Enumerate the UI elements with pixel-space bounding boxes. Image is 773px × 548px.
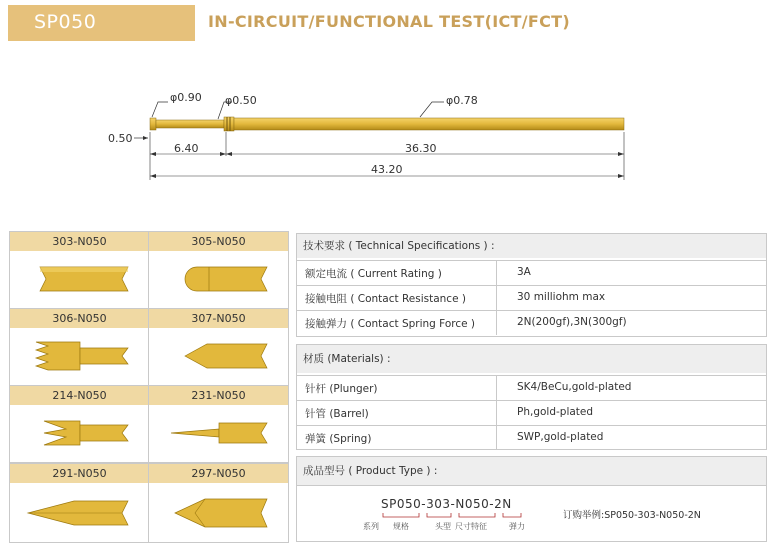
label-spring: 弹力 <box>509 522 525 531</box>
dim-tip-len: 0.50 <box>108 132 133 145</box>
tip-card-305 <box>148 231 289 309</box>
code-series: SP050 <box>381 497 422 511</box>
material-row <box>297 425 766 450</box>
code-spring: 2N <box>494 497 512 511</box>
spec-value: 30 milliohm max <box>517 291 606 303</box>
barrel-crimp <box>224 117 234 131</box>
spec-key: 额定电流 ( Current Rating ) <box>305 268 442 280</box>
tip-214-icon <box>10 405 149 462</box>
order-example: 订购举例:SP050-303-N050-2N <box>563 510 701 521</box>
tip-307-icon <box>149 328 288 385</box>
plunger-shaft <box>156 120 224 128</box>
material-value: Ph,gold-plated <box>517 406 594 418</box>
label-head: 头型 <box>435 522 451 531</box>
product-type-heading: 成品型号 ( Product Type ) : <box>297 457 766 485</box>
tip-card-231 <box>148 385 289 463</box>
tip-card-291 <box>9 463 150 543</box>
tech-specs-heading: 技术要求 ( Technical Specifications ) : <box>297 234 766 258</box>
label-series: 系列 <box>363 522 379 531</box>
tip-code: 306-N050 <box>10 309 149 328</box>
material-row <box>297 400 766 425</box>
tip-code: 291-N050 <box>10 464 149 483</box>
spec-row <box>297 260 766 285</box>
tip-303-icon <box>10 251 149 308</box>
tip-297-icon <box>149 483 288 542</box>
tip-code: 297-N050 <box>149 464 288 483</box>
tip-code: 231-N050 <box>149 386 288 405</box>
material-key: 针管 (Barrel) <box>305 408 369 420</box>
tip-card-297 <box>148 463 289 543</box>
spec-key: 接触弹力 ( Contact Spring Force ) <box>305 318 476 330</box>
tip-231-icon <box>149 405 288 462</box>
material-value: SWP,gold-plated <box>517 431 604 443</box>
tip-card-306 <box>9 308 150 386</box>
product-code: SP050-303-N050-2N <box>381 497 512 511</box>
dim-plunger-len: 6.40 <box>174 142 199 155</box>
spec-key: 接触电阻 ( Contact Resistance ) <box>305 293 466 305</box>
probe-drawing <box>0 70 773 190</box>
tip-card-307 <box>148 308 289 386</box>
code-spec: 303 <box>426 497 451 511</box>
dim-dia-barrel: φ0.78 <box>446 94 478 107</box>
product-type-panel <box>296 456 767 542</box>
spec-value: 2N(200gf),3N(300gf) <box>517 316 627 328</box>
tip-card-303 <box>9 231 150 309</box>
model-badge <box>8 5 195 41</box>
material-key: 针杆 (Plunger) <box>305 383 378 395</box>
material-row <box>297 375 766 400</box>
dim-barrel-len: 36.30 <box>405 142 437 155</box>
label-size: 尺寸特征 <box>455 522 487 531</box>
tip-291-icon <box>10 483 149 542</box>
dim-dia-neck: φ0.50 <box>225 94 257 107</box>
tip-code: 303-N050 <box>10 232 149 251</box>
label-spec: 规格 <box>393 522 409 531</box>
tip-code: 305-N050 <box>149 232 288 251</box>
model-name: SP050 <box>34 11 97 33</box>
tip-306-icon <box>10 328 149 385</box>
tip-card-214 <box>9 385 150 463</box>
tip-305-icon <box>149 251 288 308</box>
barrel <box>234 118 624 130</box>
dim-dia-tip: φ0.90 <box>170 91 202 104</box>
tip-code: 307-N050 <box>149 309 288 328</box>
materials-heading: 材质 (Materials) : <box>297 345 766 373</box>
plunger-head <box>150 118 156 130</box>
dim-total-len: 43.20 <box>371 163 403 176</box>
material-key: 弹簧 (Spring) <box>305 433 372 445</box>
materials-panel <box>296 344 767 450</box>
tip-code: 214-N050 <box>10 386 149 405</box>
spec-row <box>297 310 766 335</box>
spec-row <box>297 285 766 310</box>
page-title: IN-CIRCUIT/FUNCTIONAL TEST(ICT/FCT) <box>208 12 570 31</box>
tech-specs-panel <box>296 233 767 337</box>
code-size: N050 <box>455 497 490 511</box>
spec-value: 3A <box>517 266 531 278</box>
material-value: SK4/BeCu,gold-plated <box>517 381 632 393</box>
